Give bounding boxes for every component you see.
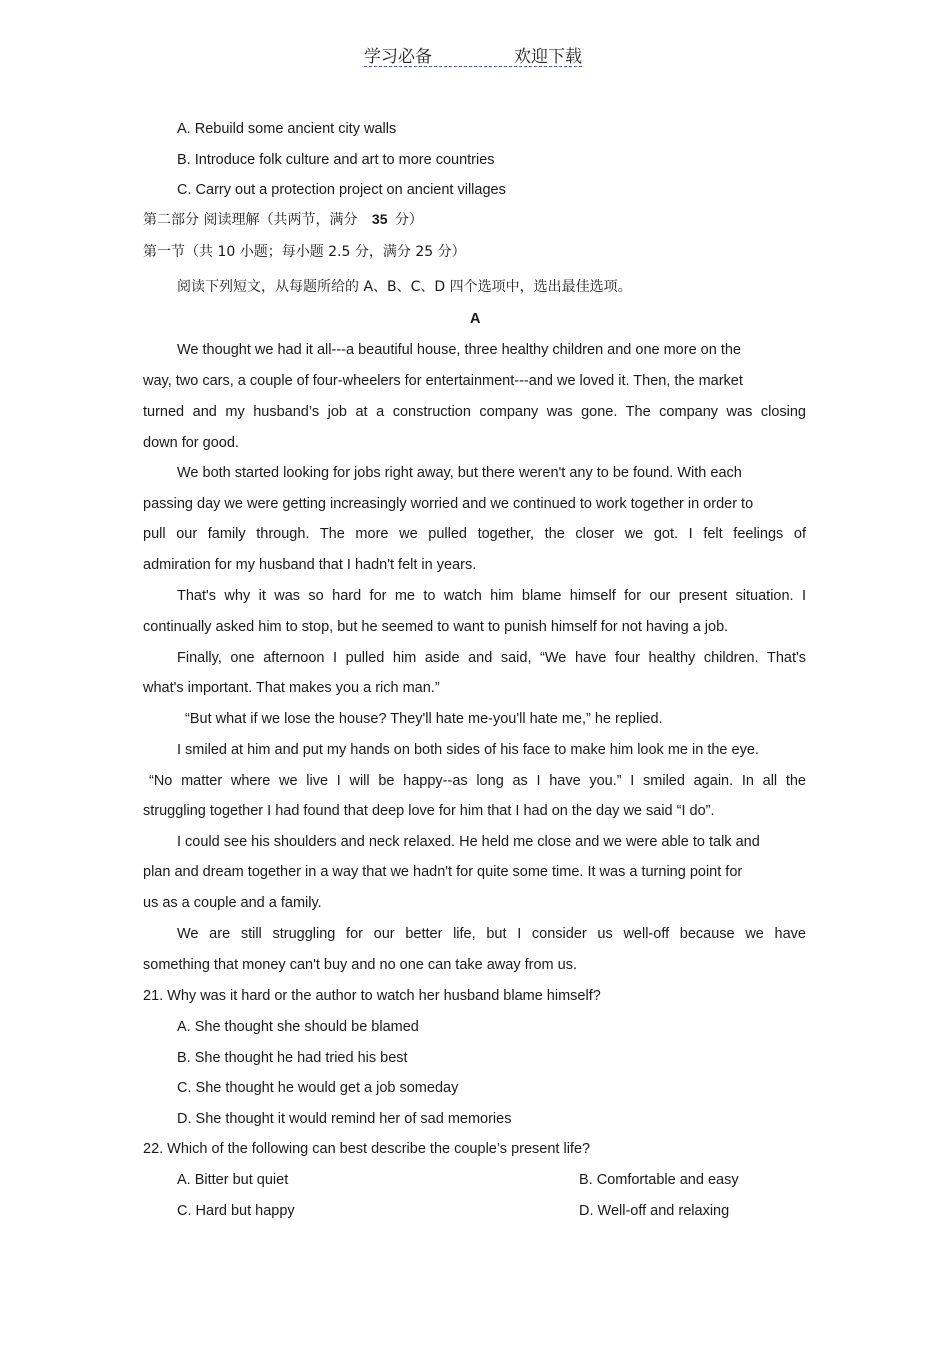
- prev-option-c: C. Carry out a protection project on ancient villages: [177, 182, 506, 198]
- passage-line: I smiled at him and put my hands on both sides of his face to make him look me in the eye.: [177, 742, 759, 758]
- section-points: 35: [371, 211, 388, 227]
- header-left-text: 学习必备: [364, 47, 432, 67]
- passage-line: us as a couple and a family.: [143, 895, 322, 911]
- question-21-option-b: B. She thought he had tried his best: [177, 1050, 408, 1066]
- passage-line: continually asked him to stop, but he seemed to want to punish himself for not having a job.: [143, 619, 729, 635]
- passage-line: way, two cars, a couple of four-wheelers for entertainment---and we loved it. Then, the market: [143, 373, 743, 389]
- passage-line: “No matter where we live I will be happy--as long as I have you.” I smiled again. In all the: [149, 773, 806, 789]
- passage-line: Finally, one afternoon I pulled him aside and said, “We have four healthy children. That's: [177, 650, 806, 666]
- passage-line: We thought we had it all---a beautiful house, three healthy children and one more on the: [177, 342, 741, 358]
- prev-option-b: B. Introduce folk culture and art to more countries: [177, 152, 495, 168]
- passage-line: We both started looking for jobs right away, but there weren't any to be found. With each: [177, 465, 742, 481]
- instruction-text: 阅读下列短文，从每题所给的 A、B、C、D 四个选项中，选出最佳选项。: [177, 279, 632, 295]
- question-21-option-a: A. She thought she should be blamed: [177, 1019, 419, 1035]
- question-22-option-d: D. Well-off and relaxing: [579, 1203, 730, 1219]
- question-22-option-a: A. Bitter but quiet: [177, 1172, 289, 1188]
- section-title-prefix: 第二部分 阅读理解（共两节，满分: [143, 212, 358, 228]
- subsection-title: 第一节（共 10 小题；每小题 2.5 分，满分 25 分）: [143, 244, 466, 260]
- passage-line: what's important. That makes you a rich man.”: [143, 680, 440, 696]
- question-21-stem: 21. Why was it hard or the author to watch her husband blame himself?: [143, 988, 601, 1004]
- passage-line: I could see his shoulders and neck relaxed. He held me close and we were able to talk and: [177, 834, 760, 850]
- question-21-option-c: C. She thought he would get a job someday: [177, 1080, 459, 1096]
- question-22-stem: 22. Which of the following can best describe the couple’s present life?: [143, 1141, 591, 1157]
- section-title: [143, 210, 423, 229]
- section-title-suffix: 分）: [394, 212, 423, 228]
- prev-option-a: A. Rebuild some ancient city walls: [177, 121, 397, 137]
- question-22-option-c: C. Hard but happy: [177, 1203, 295, 1219]
- passage-line: pull our family through. The more we pulled together, the closer we got. I felt feelings of: [143, 526, 806, 542]
- passage-line: something that money can't buy and no one can take away from us.: [143, 957, 577, 973]
- passage-line: That's why it was so hard for me to watch him blame himself for our present situation. I: [177, 588, 806, 604]
- passage-line: down for good.: [143, 435, 239, 451]
- passage-line: turned and my husband’s job at a construction company was gone. The company was closing: [143, 404, 806, 420]
- question-21-option-d: D. She thought it would remind her of sad memories: [177, 1111, 512, 1127]
- passage-label: A: [470, 311, 481, 327]
- passage-line: passing day we were getting increasingly worried and we continued to work together in order to: [143, 496, 754, 512]
- passage-line: plan and dream together in a way that we hadn't for quite some time. It was a turning point for: [143, 864, 743, 880]
- passage-line: “But what if we lose the house? They'll hate me-you'll hate me,” he replied.: [185, 711, 663, 727]
- passage-line: struggling together I had found that deep love for him that I had on the day we said “I do”.: [143, 803, 715, 819]
- passage-line: admiration for my husband that I hadn't felt in years.: [143, 557, 477, 573]
- passage-line: We are still struggling for our better life, but I consider us well-off because we have: [177, 926, 806, 942]
- page-header: [364, 42, 582, 67]
- question-22-option-b: B. Comfortable and easy: [579, 1172, 739, 1188]
- header-right-text: 欢迎下载: [514, 47, 582, 67]
